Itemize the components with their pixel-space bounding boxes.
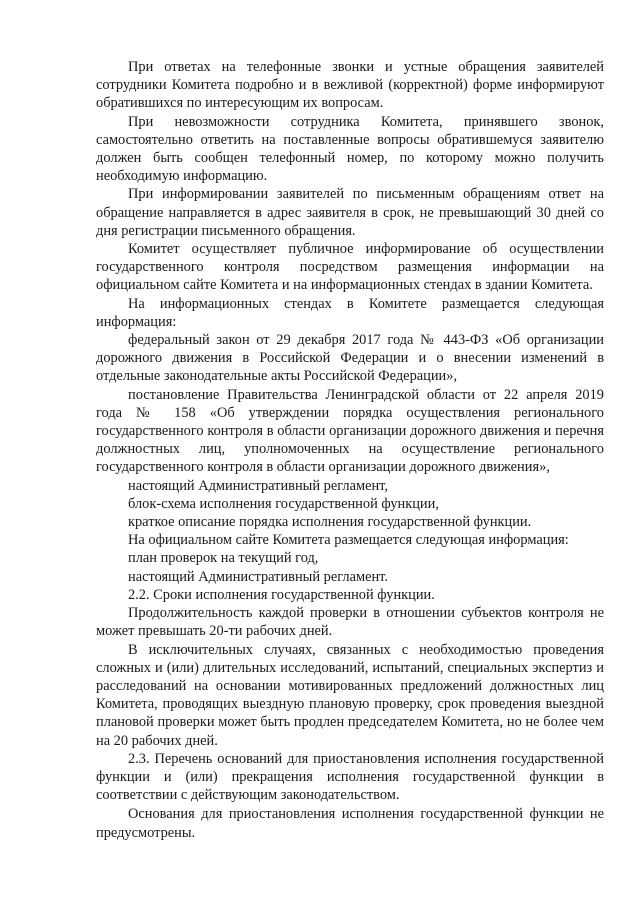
paragraph-exceptional-cases: В исключительных случаях, связанных с необходимостью проведения сложных и (или) длительных исследований, испытаний, специальных экспертиз и расследований на основании мотивированных предложений должностных лиц Комитета, проводящих выездную плановую проверку, срок проведения выездной плановой проверки может быть продлен председателем Комитета, но не более чем на 20 рабочих дней. <box>96 641 604 749</box>
list-item-flowchart: блок-схема исполнения государственной функции, <box>128 495 439 512</box>
list-item-brief-description: краткое описание порядка исполнения государственной функции. <box>128 514 532 531</box>
list-item-inspection-plan: план проверок на текущий год, <box>128 550 319 567</box>
section-heading-2-2: 2.2. Сроки исполнения государственной функции. <box>128 586 435 603</box>
paragraph-unable-to-answer: При невозможности сотрудника Комитета, принявшего звонок, самостоятельно ответить на поставленные вопросы обратившемуся заявителю должен быть сообщен телефонный номер, по которому можно получить необходимую информацию. <box>96 113 604 185</box>
paragraph-inspection-duration: Продолжительность каждой проверки в отношении субъектов контроля не может превышать 20-ти рабочих дней. <box>96 605 604 640</box>
paragraph-written-requests: При информировании заявителей по письменным обращениям ответ на обращение направляется в адрес заявителя в срок, не превышающий 30 дней со дня регистрации письменного обращения. <box>96 186 604 239</box>
paragraph-public-informing: Комитет осуществляет публичное информирование об осуществлении государственного контроля посредством размещения информации на официальном сайте Комитета и на информационных стендах в здании Комитета. <box>96 241 604 294</box>
list-item-website-regulation: настоящий Административный регламент. <box>128 568 388 585</box>
list-item-federal-law: федеральный закон от 29 декабря 2017 года № 443-ФЗ «Об организации дорожного движения в Российской Федерации и о внесении изменений в отдельные законодательные акты Российской Федерации», <box>96 332 604 385</box>
document-page <box>96 58 604 842</box>
list-item-regulation: настоящий Административный регламент, <box>128 477 388 494</box>
paragraph-phone-inquiries: При ответах на телефонные звонки и устные обращения заявителей сотрудники Комитета подробно и в вежливой (корректной) форме информируют обратившихся по интересующим их вопросам. <box>96 59 604 112</box>
paragraph-no-suspension-grounds: Основания для приостановления исполнения государственной функции не предусмотрены. <box>96 806 604 841</box>
paragraph-website-intro: На официальном сайте Комитета размещается следующая информация: <box>128 532 569 549</box>
list-item-government-resolution: постановление Правительства Ленинградской области от 22 апреля 2019 года № 158 «Об утверждении порядка осуществления регионального государственного контроля в области организации дорожного движения и перечня должностных лиц, уполномоченных на осуществление регионального государственного контроля в области организации дорожного движения», <box>96 386 604 476</box>
section-heading-2-3: 2.3. Перечень оснований для приостановления исполнения государственной функции и (или) прекращения исполнения государственной функции в соответствии с действующим законодательством. <box>96 750 604 804</box>
paragraph-stands-intro: На информационных стендах в Комитете размещается следующая информация: <box>96 295 604 330</box>
